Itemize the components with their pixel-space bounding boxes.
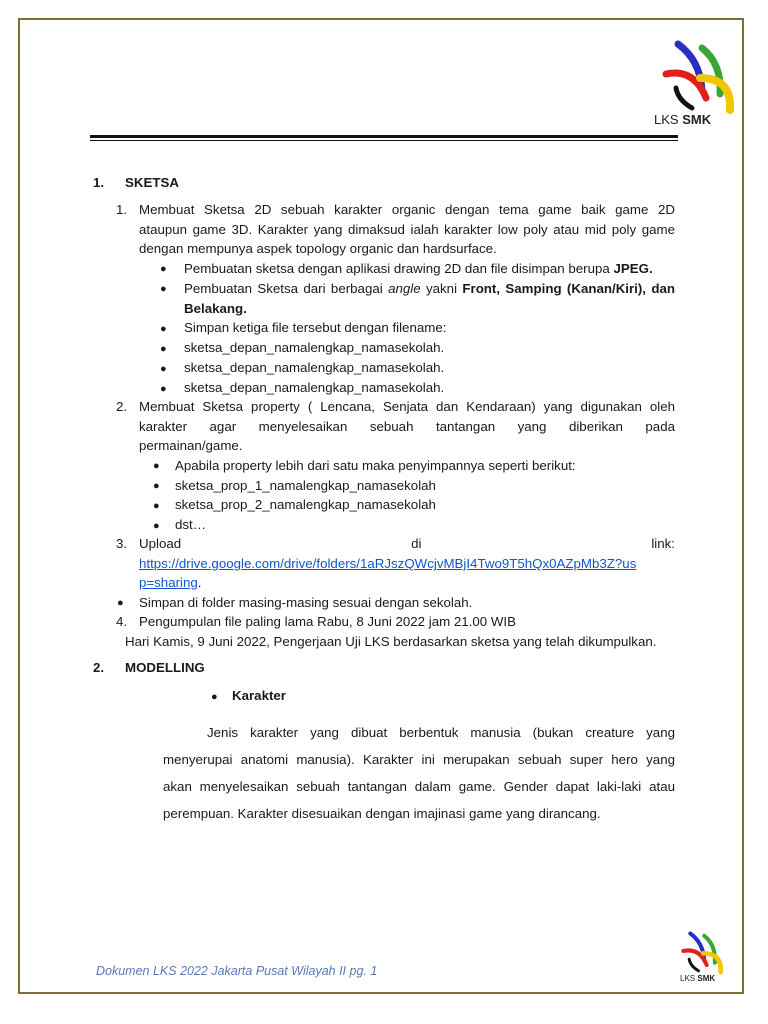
- logo-text: [654, 112, 711, 127]
- section1-title: SKETSA: [125, 175, 179, 190]
- logo-brand: SMK: [697, 974, 716, 983]
- paragraph-line: menyerupai anatomi manusia). Karakter ini merupakan sebuah super hero yang: [163, 752, 675, 767]
- item2-line: karakter agar menyelesaikan sebuah tantangan yang diberikan pada: [139, 418, 675, 434]
- logo-text-small: [680, 974, 715, 983]
- item1-bullet-2: [184, 279, 675, 318]
- drive-link-end: [139, 573, 201, 593]
- schedule-note: Hari Kamis, 9 Juni 2022, Pengerjaan Uji LKS berdasarkan sketsa yang telah dikumpulkan.: [125, 634, 657, 649]
- logo-prefix: LKS: [680, 974, 696, 983]
- item1-bullet-5: sketsa_depan_namalengkap_namasekolah.: [184, 360, 445, 375]
- item3-word: link:: [651, 536, 675, 551]
- item2-bullet-1: Apabila property lebih dari satu maka penyimpannya seperti berikut:: [175, 458, 576, 473]
- bullet-icon: ●: [160, 263, 167, 275]
- item3-word: di: [411, 536, 422, 551]
- section2-number: 2.: [93, 660, 105, 675]
- logo-black-arc: [676, 88, 692, 108]
- item2-line: permainan/game.: [139, 438, 243, 453]
- bullet-bold: Front, Samping (Kanan/Kiri), dan: [462, 281, 675, 296]
- item1-bullet-6: sketsa_depan_namalengkap_namasekolah.: [184, 380, 445, 395]
- karakter-paragraph: [163, 719, 675, 827]
- item2-number: 2.: [116, 399, 128, 414]
- header-rule-thick: [90, 135, 678, 138]
- bullet-icon: ●: [160, 363, 167, 375]
- section1-number: 1.: [93, 175, 105, 190]
- item2-bullet-2: sketsa_prop_1_namalengkap_namasekolah: [175, 478, 436, 493]
- header-rule-thin: [90, 140, 678, 141]
- folder-bullet: Simpan di folder masing-masing sesuai dengan sekolah.: [139, 595, 473, 610]
- item3-line: [139, 534, 675, 554]
- page-footer: Dokumen LKS 2022 Jakarta Pusat Wilayah II pg. 1: [96, 964, 378, 978]
- item1-bullet-4: sketsa_depan_namalengkap_namasekolah.: [184, 340, 445, 355]
- item3-number: 3.: [116, 536, 128, 551]
- item2-line: Membuat Sketsa property ( Lencana, Senjata dan Kendaraan) yang digunakan oleh: [139, 399, 675, 414]
- bullet-icon: ●: [160, 343, 167, 355]
- item1-bullet-1: [184, 259, 653, 279]
- bullet-icon: ●: [153, 480, 160, 492]
- paragraph-line: akan menyelesaikan sebuah tantangan dalam game. Gender dapat laki-laki atau: [163, 779, 675, 794]
- drive-link-line2[interactable]: p=sharing: [139, 575, 198, 590]
- item2-text: [139, 397, 675, 456]
- bullet-text: Pembuatan Sketsa dari berbagai: [184, 281, 389, 296]
- item1-line: dengan mempunya aspek topology organic dan hardsurface.: [139, 241, 497, 256]
- bullet-icon: ●: [211, 691, 218, 703]
- drive-link-line1[interactable]: https://drive.google.com/drive/folders/1aRJszQWcjvMBjI4Two9T5hQx0AZpMb3Z?us: [139, 556, 637, 571]
- link-period: .: [197, 575, 202, 590]
- paragraph-line: perempuan. Karakter disesuaikan dengan imajinasi game yang dirancang.: [163, 806, 601, 821]
- logo-prefix: LKS: [654, 112, 679, 127]
- item1-line: ataupun game 3D. Karakter yang dimaksud ialah karakter low poly atau mid poly game: [139, 221, 675, 237]
- bullet-text: yakni: [420, 281, 463, 296]
- item2-bullet-4: dst…: [175, 517, 207, 532]
- bullet-italic: angle: [388, 281, 421, 296]
- bullet-icon: ●: [153, 460, 160, 472]
- karakter-heading: Karakter: [232, 688, 286, 703]
- item1-line: Membuat Sketsa 2D sebuah karakter organic dengan tema game baik game 2D: [139, 202, 675, 217]
- item4-text: Pengumpulan file paling lama Rabu, 8 Juni 2022 jam 21.00 WIB: [139, 614, 516, 629]
- item2-bullet-3: sketsa_prop_2_namalengkap_namasekolah: [175, 497, 436, 512]
- bullet-icon: ●: [160, 383, 167, 395]
- item1-text: [139, 200, 675, 259]
- logo-brand: SMK: [682, 112, 712, 127]
- bullet-icon: ●: [153, 500, 160, 512]
- bullet-bold: Belakang.: [184, 300, 247, 316]
- bullet-icon: ●: [153, 520, 160, 532]
- drive-link[interactable]: [139, 554, 636, 574]
- bullet-icon: ●: [160, 283, 167, 295]
- bullet-text: Pembuatan sketsa dengan aplikasi drawing 2D dan file disimpan berupa: [184, 261, 614, 276]
- bullet-icon: ●: [160, 323, 167, 335]
- item4-number: 4.: [116, 614, 128, 629]
- section2-title: MODELLING: [125, 660, 205, 675]
- bullet-bold: JPEG.: [613, 261, 653, 276]
- item1-bullet-3: Simpan ketiga file tersebut dengan filename:: [184, 320, 447, 335]
- bullet-icon: ●: [117, 597, 124, 609]
- item3-word: Upload: [139, 536, 182, 551]
- item1-number: 1.: [116, 202, 128, 217]
- paragraph-line: Jenis karakter yang dibuat berbentuk manusia (bukan creature yang: [207, 725, 675, 740]
